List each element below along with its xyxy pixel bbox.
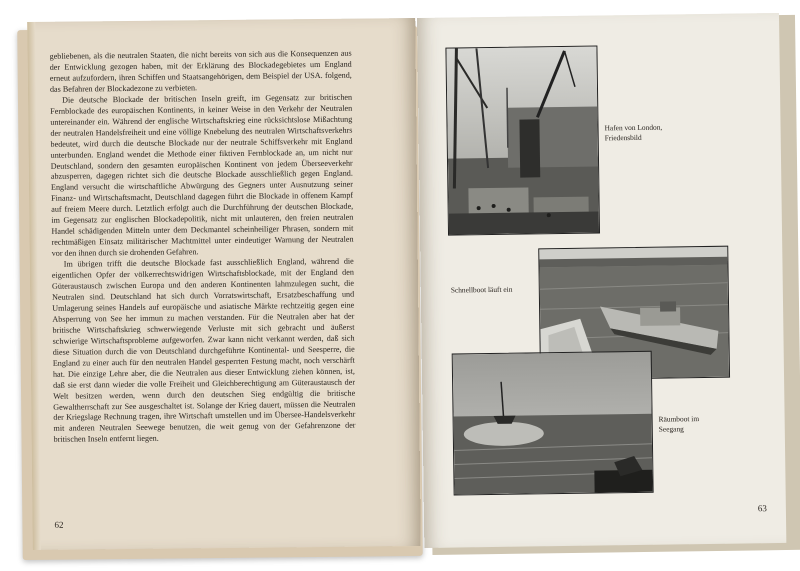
minesweeper-image <box>453 352 653 495</box>
photo-harbor <box>445 45 600 235</box>
harbor-image <box>446 46 599 234</box>
right-page <box>417 13 786 548</box>
paragraph-3: Im übrigen trifft die deutsche Blockade fast ausschließlich England, während die eigentlichen Opfer der völkerrechtswidrigen Wirtschaftsblockade, mit der England den Güteraustausch zwischen Europa und den anderen Kontinenten lahmzulegen sucht, die Neutralen sind. Deutschland hat sich durch Vorratswirtschaft, Ersatzbeschaffung und Umlagerung seines Handels auf europäische und asiatische Märkte rechtzeitig gegen eine Absperrung von See her immun zu machen verstanden. Für die Neutralen aber hat der britische Wirtschaftskrieg schwerwiegende Verluste mit sich gebracht und äußerst schwierige Wirtschaftsprobleme aufgeworfen. Zwar kann nicht verkannt werden, daß sich diese Situation durch die von Deutschland durchgeführte Kontinental- und Seesperre, die England zu einer auch für den neutralen Handel gesperrten Festung macht, noch verschärft hat. Die einzige Lehre aber, die die Neutralen aus dieser Entwicklung ziehen können, ist, daß sie erst dann wieder die volle Freiheit und Gleichberechtigung am Güteraustausch der Welt besitzen werden, wenn durch den deutschen Sieg endgültig die britische Gewaltherrschaft zur See ausgeschaltet ist. Solange der Krieg dauert, müssen die Neutralen der Kriegslage Rechnung tragen, ihre Wirtschaft umstellen und im Übersee-Handelsverkehr mit anderen Neutralen Seewege benutzen, die weit genug von der Gefahrenzone der britischen Inseln entfernt liegen. <box>51 256 356 445</box>
page-number-right: 63 <box>757 503 767 514</box>
page-number-left: 62 <box>54 519 64 530</box>
left-page-text <box>50 49 356 446</box>
photo-minesweeper <box>452 351 654 496</box>
caption-harbor: Hafen von London, Friedensbild <box>604 122 663 142</box>
paragraph-1: gebliebenen, als die neutralen Staaten, die nicht bereits von sich aus die Konsequenzen aus der Entwicklung gezogen haben, mit der Erklärung des Blockadegebietes um England erneut aufzufordern, ihren Schiffen und Staatsangehörigen, dem Beispiel der USA. folgend, das Befahren der Blockadezone zu verbieten. <box>49 48 352 94</box>
left-page <box>27 18 421 550</box>
paragraph-2: Die deutsche Blockade der britischen Inseln greift, im Gegensatz zur britischen Fernblockade des europäischen Kontinents, in keiner Weise in den Verkehr der Neutralen untereinander ein. Während der englische Wirtschaftskrieg eine rücksichtslose Mißachtung der neutralen Handelsfreiheit und eine völlige Knebelung des neutralen Wirtschaftsverkehrs bedeutet, wird durch die deutsche Blockade nur der neutrale Schiffsverkehr mit England unterbunden. England wendet die Methode einer fiktiven Fernblockade an, um nicht nur Deutschland, sondern den gesamten europäischen Kontinent von jedem Überseeverkehr abzusperren, dagegen richtet sich die deutsche Blockade ausschließlich gegen England. England versucht die wirtschaftliche Abwürgung des Gegners unter Ausnutzung seiner Finanz- und Wirtschaftsmacht, Deutschland dagegen führt die Blockade in offenem Kampf auf freiem Meere durch. Letztlich erfolgt auch die Durchführung der deutschen Blockade, im Gegensatz zur englischen Blockadepolitik, nicht mit unlauteren, den freien neutralen Handel schädigenden Mitteln unter dem Deckmantel scheinheiliger Phrasen, sondern mit rechtmäßigen Einsatz militärischer Machtmittel unter eindeutiger Warnung der Neutralen vor den ihnen durch sie drohenden Gefahren. <box>50 92 354 258</box>
caption-minesweeper: Räumboot im Seegang <box>658 414 700 434</box>
caption-speedboat: Schnellboot läuft ein <box>450 284 513 295</box>
